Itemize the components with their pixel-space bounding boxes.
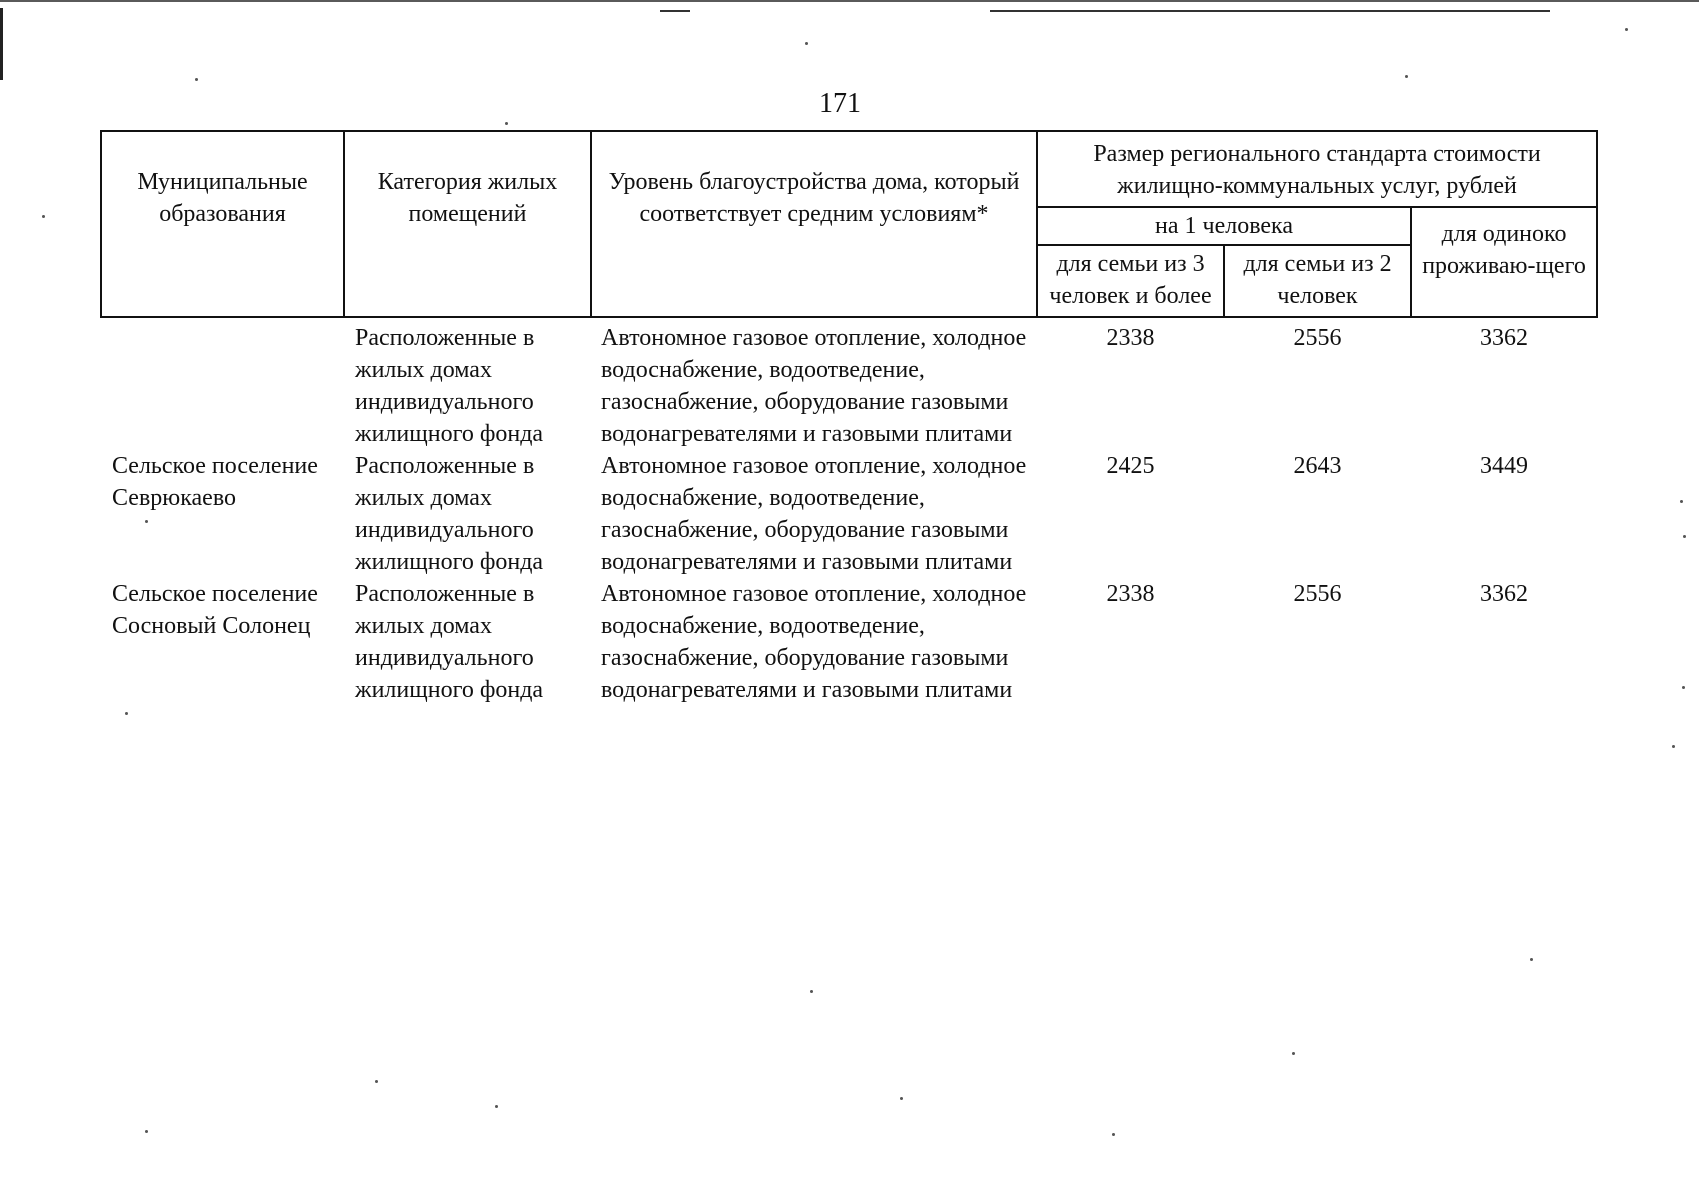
- scan-speck: [1112, 1133, 1115, 1136]
- cell-family-3-plus: 2338: [1106, 581, 1155, 607]
- scan-speck: [1530, 958, 1533, 961]
- cell-family-2: 2556: [1293, 581, 1342, 607]
- scan-speck: [1405, 75, 1408, 78]
- page-number: 171: [819, 88, 861, 119]
- table-row: [101, 578, 1597, 706]
- cell-family-2: 2556: [1293, 325, 1342, 351]
- tariff-table: [100, 130, 1598, 706]
- cell-single: 3362: [1480, 325, 1529, 351]
- scan-dash-mark: [660, 10, 690, 12]
- header-single: для одиноко проживаю-щего: [1411, 207, 1597, 317]
- cell-single: 3362: [1480, 581, 1529, 607]
- scan-speck: [900, 1097, 903, 1100]
- scan-speck: [1683, 535, 1686, 538]
- cell-family-2: 2643: [1293, 453, 1342, 479]
- scan-speck: [145, 1130, 148, 1133]
- scan-speck: [805, 42, 808, 45]
- scan-edge-line: [0, 0, 1699, 2]
- table-body: [101, 317, 1597, 706]
- cell-municipality: Сельское поселение Сосновый Солонец: [112, 581, 318, 639]
- scan-speck: [1682, 686, 1685, 689]
- header-improvement: Уровень благоустройства дома, который соответствует средним условиям*: [591, 131, 1037, 317]
- scan-speck: [42, 215, 45, 218]
- header-category: Категория жилых помещений: [344, 131, 591, 317]
- scan-speck: [195, 78, 198, 81]
- header-family-2: для семьи из 2 человек: [1224, 245, 1411, 317]
- scan-speck: [810, 990, 813, 993]
- cell-improvement: Автономное газовое отопление, холодное водоснабжение, водоотведение, газоснабжение, оборудование газовыми водонагревателями и газовыми плитами: [601, 453, 1027, 575]
- tariff-table-container: [100, 130, 1596, 706]
- scan-speck: [1292, 1052, 1295, 1055]
- header-standard-size: Размер регионального стандарта стоимости жилищно-коммунальных услуг, рублей: [1037, 131, 1597, 207]
- cell-improvement: Автономное газовое отопление, холодное водоснабжение, водоотведение, газоснабжение, оборудование газовыми водонагревателями и газовыми плитами: [601, 581, 1027, 703]
- cell-family-3-plus: 2338: [1106, 325, 1155, 351]
- scan-speck: [505, 122, 508, 125]
- cell-category: Расположенные в жилых домах индивидуального жилищного фонда: [355, 453, 544, 575]
- header-municipality: Муниципальные образования: [101, 131, 344, 317]
- cell-single: 3449: [1480, 453, 1529, 479]
- cell-municipality: Сельское поселение Севрюкаево: [112, 453, 318, 511]
- cell-category: Расположенные в жилых домах индивидуального жилищного фонда: [355, 325, 544, 447]
- scan-speck: [375, 1080, 378, 1083]
- scan-speck: [1680, 500, 1683, 503]
- cell-category: Расположенные в жилых домах индивидуального жилищного фонда: [355, 581, 544, 703]
- cell-improvement: Автономное газовое отопление, холодное водоснабжение, водоотведение, газоснабжение, оборудование газовыми водонагревателями и газовыми плитами: [601, 325, 1027, 447]
- table-header: [101, 131, 1597, 317]
- header-per-person: на 1 человека: [1037, 207, 1411, 245]
- scan-edge-mark: [0, 8, 3, 80]
- cell-family-3-plus: 2425: [1106, 453, 1155, 479]
- scan-speck: [125, 712, 128, 715]
- scan-speck: [1672, 745, 1675, 748]
- header-family-3-plus: для семьи из 3 человек и более: [1037, 245, 1224, 317]
- table-row: [101, 317, 1597, 450]
- scan-speck: [495, 1105, 498, 1108]
- scan-speck: [1625, 28, 1628, 31]
- scan-dash-mark: [990, 10, 1550, 12]
- cell-municipality: [101, 317, 344, 450]
- scan-speck: [145, 520, 148, 523]
- table-row: [101, 450, 1597, 578]
